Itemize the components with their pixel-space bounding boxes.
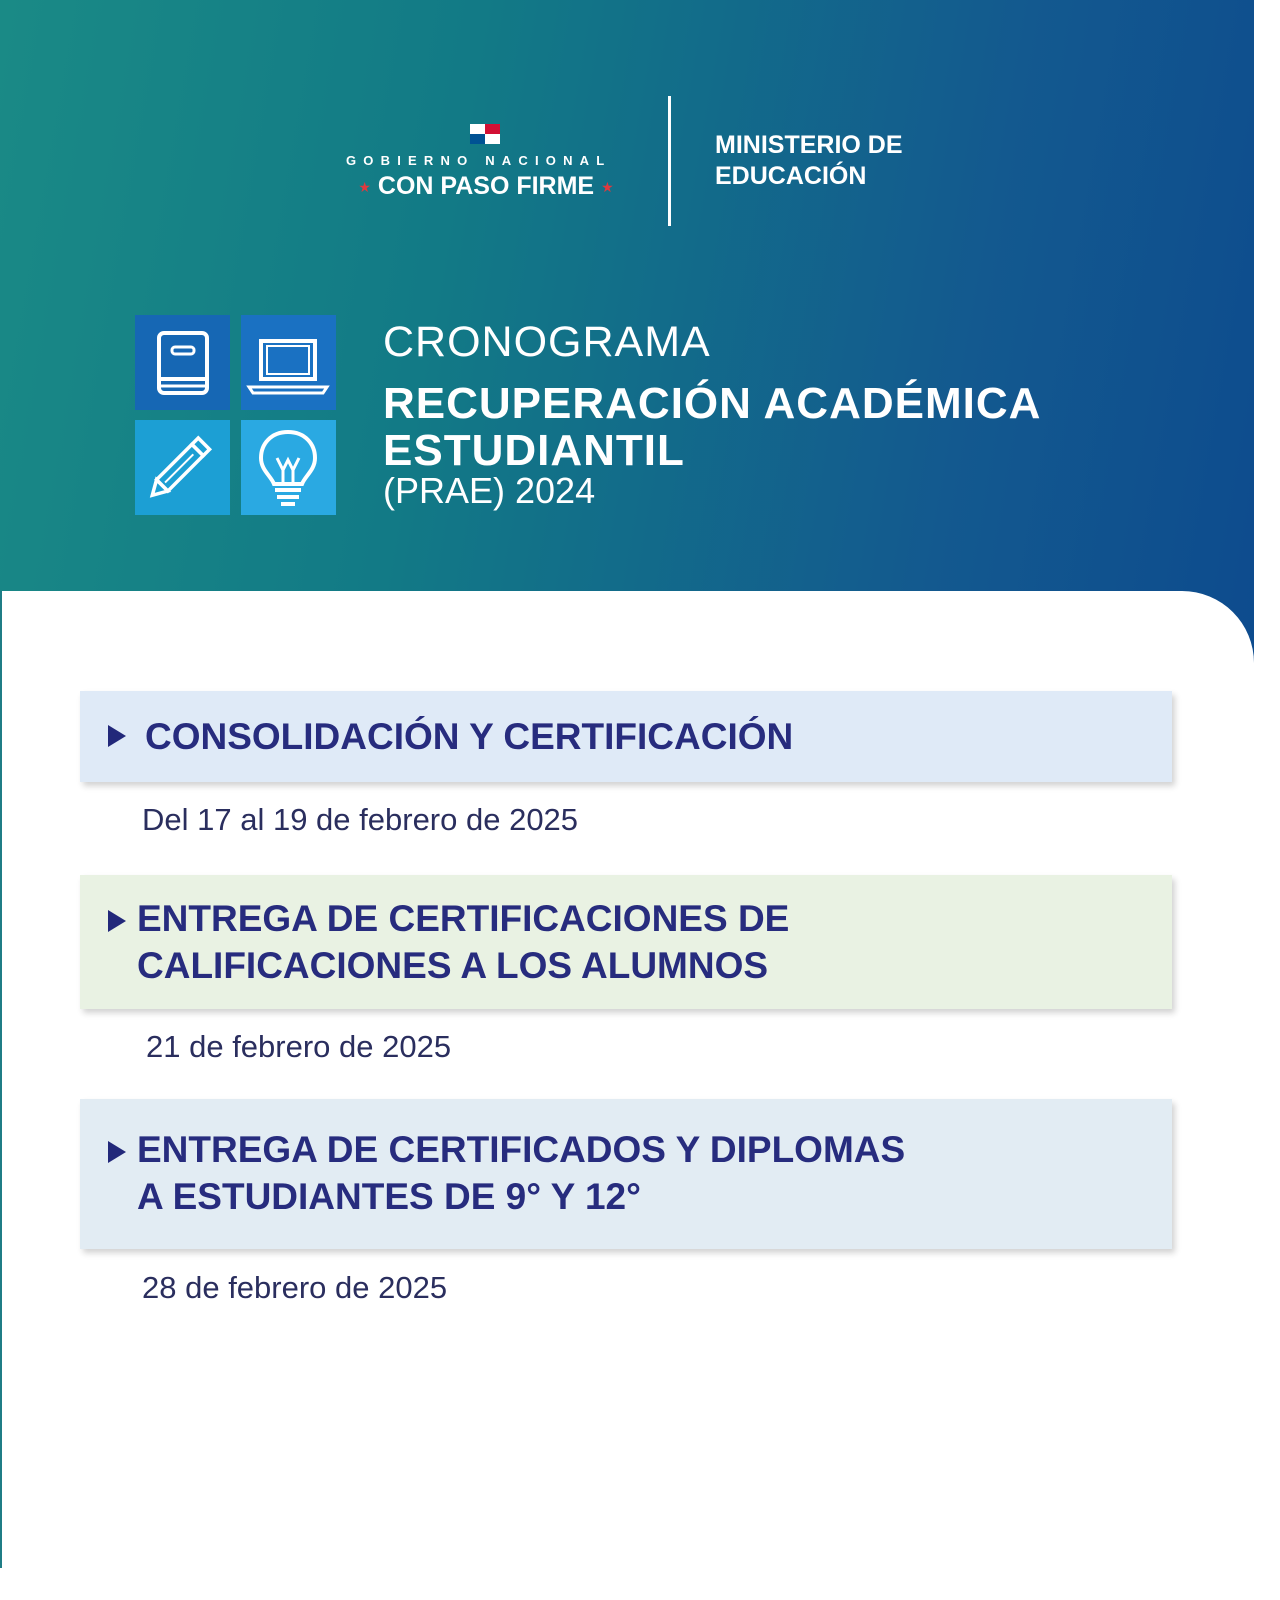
schedule-item-title: [145, 713, 793, 760]
panel-edge: [0, 591, 2, 1568]
title-line1: RECUPERACIÓN ACADÉMICA: [383, 379, 1042, 428]
title-year: (PRAE) 2024: [383, 470, 596, 511]
triangle-bullet-icon: [108, 725, 126, 747]
schedule-item-title-line: CALIFICACIONES A LOS ALUMNOS: [137, 945, 769, 986]
schedule-item-3: [80, 1099, 1172, 1249]
lightbulb-icon: [241, 420, 336, 515]
star-icon: ★: [601, 178, 614, 195]
panama-flag-icon: [470, 124, 500, 144]
schedule-item-date: 21 de febrero de 2025: [146, 1029, 452, 1064]
government-label: GOBIERNO NACIONAL: [346, 153, 612, 168]
ministry-line2: EDUCACIÓN: [715, 162, 867, 190]
schedule-item-date: Del 17 al 19 de febrero de 2025: [142, 802, 579, 837]
government-slogan: [346, 172, 626, 201]
schedule-item-title-line: ENTREGA DE CERTIFICACIONES DE: [137, 898, 790, 939]
laptop-icon: [241, 315, 336, 410]
schedule-item-title-line: A ESTUDIANTES DE 9° Y 12°: [137, 1176, 641, 1217]
government-slogan-text: CON PASO FIRME: [377, 172, 595, 200]
book-icon: [135, 315, 230, 410]
title-line2: ESTUDIANTIL: [383, 426, 685, 475]
schedule-item-title: [137, 895, 789, 989]
star-icon: ★: [358, 178, 371, 195]
ministry-line1: MINISTERIO DE: [715, 131, 903, 159]
page-title: [383, 380, 1041, 474]
schedule-item-2: [80, 875, 1172, 1009]
schedule-item-title: [137, 1126, 905, 1220]
logo-divider: [668, 96, 671, 226]
triangle-bullet-icon: [108, 1141, 126, 1163]
schedule-item-date: 28 de febrero de 2025: [142, 1270, 448, 1305]
schedule-item-title-line: ENTREGA DE CERTIFICADOS Y DIPLOMAS: [137, 1129, 906, 1170]
ministry-name: [715, 130, 903, 192]
triangle-bullet-icon: [108, 910, 126, 932]
schedule-item-1: [80, 691, 1172, 782]
pencil-icon: [135, 420, 230, 515]
schedule-item-title-line: CONSOLIDACIÓN Y CERTIFICACIÓN: [145, 716, 794, 757]
title-kicker: CRONOGRAMA: [383, 318, 711, 366]
